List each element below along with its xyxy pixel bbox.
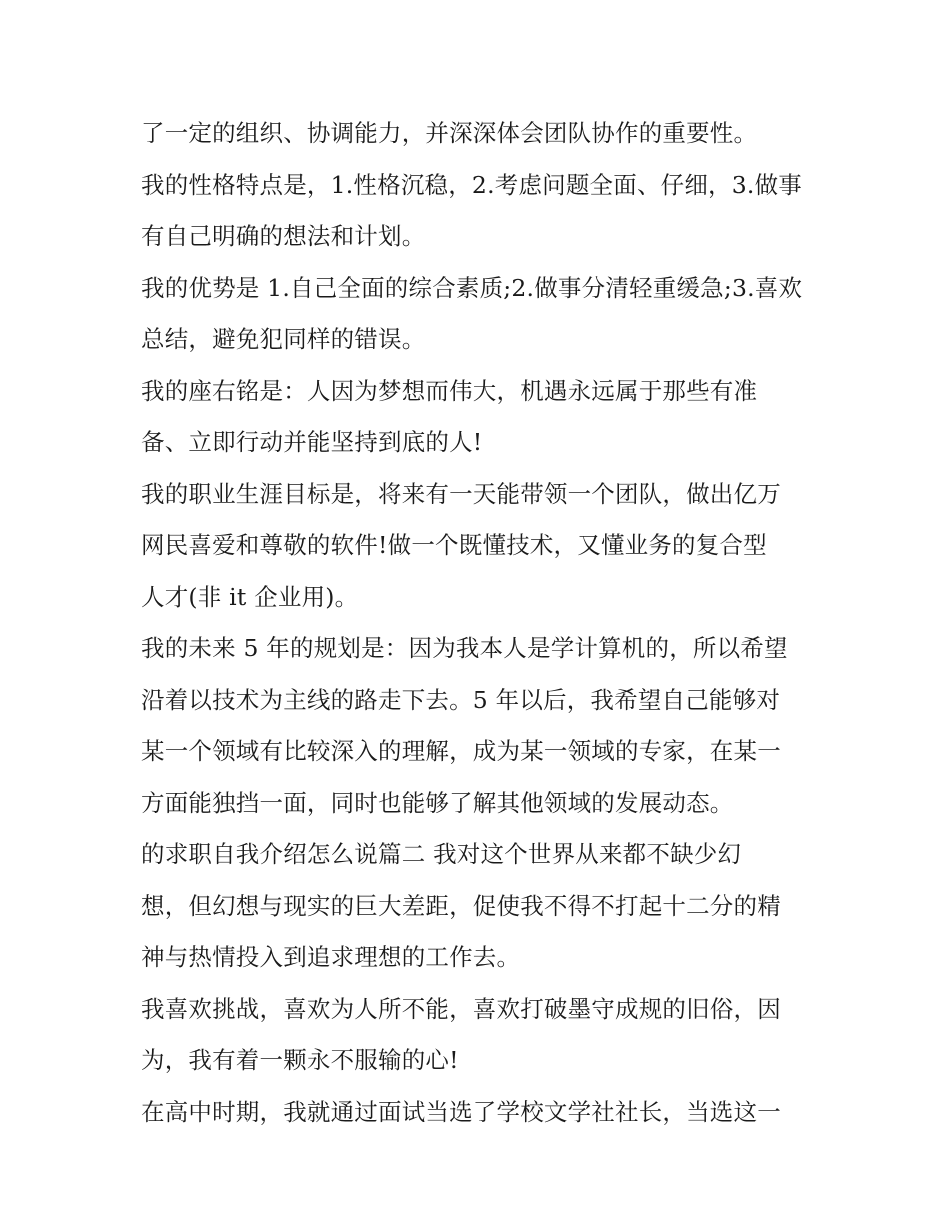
text-line: 我的座右铭是：人因为梦想而伟大，机遇永远属于那些有准 (141, 376, 758, 405)
text-line: 我喜欢挑战，喜欢为人所不能，喜欢打破墨守成规的旧俗，因 (141, 994, 781, 1023)
text-line: 我的性格特点是，1.性格沉稳，2.考虑问题全面、仔细，3.做事 (141, 170, 802, 199)
text-line: 总结，避免犯同样的错误。 (141, 325, 426, 353)
text-line: 备、立即行动并能坚持到底的人! (141, 428, 483, 456)
text-line: 想，但幻想与现实的巨大差距，促使我不得不打起十二分的精 (141, 891, 781, 920)
text-line: 了一定的组织、协调能力，并深深体会团队协作的重要性。 (141, 119, 758, 147)
text-line: 的求职自我介绍怎么说篇二 我对这个世界从来都不缺少幻 (141, 840, 742, 868)
text-line: 方面能独挡一面，同时也能够了解其他领域的发展动态。 (141, 788, 734, 817)
text-line: 神与热情投入到追求理想的工作去。 (141, 943, 521, 971)
text-line: 在高中时期，我就通过面试当选了学校文学社社长，当选这一 (141, 1097, 781, 1126)
text-line: 我的优势是 1.自己全面的综合素质;2.做事分清轻重缓急;3.喜欢 (141, 273, 803, 302)
text-line: 有自己明确的想法和计划。 (141, 222, 426, 250)
text-line: 我的职业生涯目标是，将来有一天能带领一个团队，做出亿万 (141, 479, 781, 508)
text-line: 某一个领域有比较深入的理解，成为某一领域的专家，在某一 (141, 737, 781, 765)
text-line: 人才(非 it 企业用)。 (141, 582, 359, 611)
text-line: 沿着以技术为主线的路走下去。5 年以后，我希望自己能够对 (141, 685, 781, 714)
text-line: 我的未来 5 年的规划是：因为我本人是学计算机的，所以希望 (141, 634, 788, 662)
text-line: 网民喜爱和尊敬的软件!做一个既懂技术，又懂业务的复合型 (141, 531, 767, 559)
text-line: 为，我有着一颗永不服输的心! (141, 1046, 459, 1074)
document-body (141, 108, 821, 1138)
